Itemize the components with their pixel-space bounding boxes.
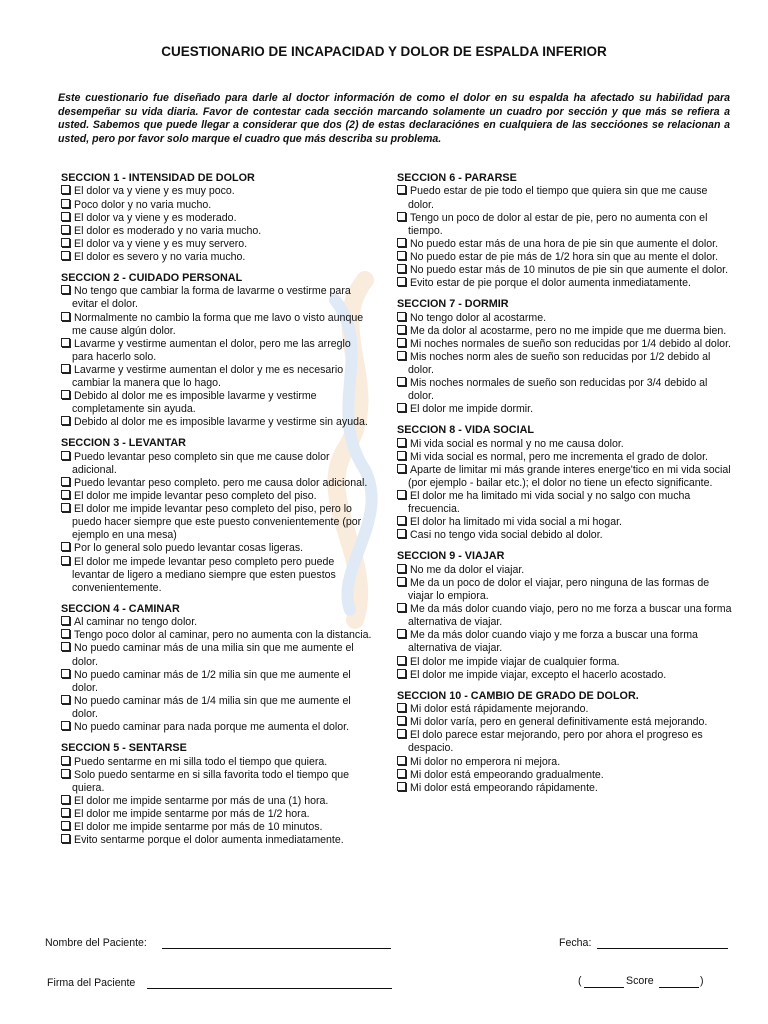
left-column bbox=[61, 172, 373, 855]
option-text: No puedo estar de pie más de 1/2 hora sin que au mente el dolor. bbox=[410, 250, 719, 263]
option-item[interactable] bbox=[61, 312, 373, 338]
checkbox-icon[interactable] bbox=[61, 616, 70, 625]
option-text: Tengo poco dolor al caminar, pero no aumenta con la distancia. bbox=[74, 629, 372, 642]
option-text: El dolor ha limitado mi vida social a mi hogar. bbox=[410, 516, 622, 529]
checkbox-icon[interactable] bbox=[397, 669, 406, 678]
checkbox-icon[interactable] bbox=[61, 212, 70, 221]
option-item[interactable] bbox=[397, 403, 733, 416]
signature-field[interactable] bbox=[147, 988, 392, 989]
checkbox-icon[interactable] bbox=[397, 325, 406, 334]
section-title: SECCION 10 - CAMBIO DE GRADO DE DOLOR. bbox=[397, 689, 639, 702]
option-item[interactable] bbox=[397, 669, 733, 682]
option-text: El dolor es moderado y no varia mucho. bbox=[74, 224, 262, 237]
option-item[interactable] bbox=[61, 769, 373, 795]
checkbox-icon[interactable] bbox=[61, 756, 70, 765]
option-text: Mi dolor varía, pero en general definitivamente está mejorando. bbox=[410, 716, 708, 729]
checkbox-icon[interactable] bbox=[61, 669, 70, 678]
option-text: Normalmente no cambio la forma que me lavo o visto aunque me cause algún dolor. bbox=[72, 311, 364, 337]
option-item[interactable] bbox=[61, 225, 373, 238]
option-text: No puedo caminar más de 1/2 milia sin que me aumente el dolor. bbox=[72, 668, 351, 694]
option-item[interactable] bbox=[397, 703, 733, 716]
option-text: Por lo general solo puedo levantar cosas ligeras. bbox=[74, 542, 304, 555]
option-item[interactable] bbox=[61, 834, 373, 847]
checkbox-icon[interactable] bbox=[397, 238, 406, 247]
checkbox-icon[interactable] bbox=[61, 556, 70, 565]
option-text: El dolor me impide levantar peso completo del piso. bbox=[74, 490, 317, 503]
checkbox-icon[interactable] bbox=[397, 629, 406, 638]
checkbox-icon[interactable] bbox=[61, 503, 70, 512]
date-field[interactable] bbox=[597, 948, 728, 949]
option-item[interactable] bbox=[397, 238, 733, 251]
checkbox-icon[interactable] bbox=[397, 212, 406, 221]
checkbox-icon[interactable] bbox=[61, 542, 70, 551]
option-item[interactable] bbox=[397, 529, 733, 542]
option-text: Evito estar de pie porque el dolor aumenta inmediatamente. bbox=[410, 277, 691, 290]
option-item[interactable] bbox=[397, 438, 733, 451]
checkbox-icon[interactable] bbox=[397, 264, 406, 273]
option-item[interactable] bbox=[61, 490, 373, 503]
section-title: SECCION 8 - VIDA SOCIAL bbox=[397, 424, 534, 437]
option-text: El dolor me ha limitado mi vida social y no salgo con mucha frecuencia. bbox=[408, 490, 691, 516]
section bbox=[61, 603, 373, 734]
score-label: Score bbox=[626, 975, 654, 987]
option-item[interactable] bbox=[61, 695, 373, 721]
section-title: SECCION 7 - DORMIR bbox=[397, 298, 509, 311]
option-text: El dolor va y viene y es muy servero. bbox=[74, 237, 248, 250]
checkbox-icon[interactable] bbox=[61, 364, 70, 373]
checkbox-icon[interactable] bbox=[61, 285, 70, 294]
option-text: Puedo levantar peso completo sin que me cause dolor adicional. bbox=[72, 450, 330, 476]
checkbox-icon[interactable] bbox=[61, 390, 70, 399]
checkbox-icon[interactable] bbox=[397, 603, 406, 612]
section bbox=[397, 690, 733, 795]
option-text: Puedo estar de pie todo el tiempo que quiera sin que me cause dolor. bbox=[408, 185, 708, 211]
option-item[interactable] bbox=[397, 185, 733, 211]
option-text: Mi dolor está empeorando rápidamente. bbox=[410, 781, 598, 794]
option-text: Debido al dolor me es imposible lavarme y vestirme completamente sin ayuda. bbox=[72, 390, 317, 416]
section bbox=[397, 550, 733, 681]
option-text: El dolor me impide sentarme por más de una (1) hora. bbox=[74, 794, 329, 807]
option-item[interactable] bbox=[61, 338, 373, 364]
checkbox-icon[interactable] bbox=[61, 721, 70, 730]
option-text: No puedo estar más de 10 minutos de pie sin que aumente el dolor. bbox=[410, 263, 729, 276]
section-title: SECCION 6 - PARARSE bbox=[397, 172, 517, 184]
option-text: No puedo estar más de una hora de pie sin que aumente el dolor. bbox=[410, 237, 719, 250]
option-text: Me da un poco de dolor el viajar, pero ninguna de las formas de viajar lo empiora. bbox=[408, 576, 710, 603]
checkbox-icon[interactable] bbox=[397, 490, 406, 499]
option-text: Tengo un poco de dolor al estar de pie, pero no aumenta con el tiempo. bbox=[408, 211, 708, 237]
score-open-paren: ( bbox=[578, 975, 582, 987]
option-text: El dolor es severo y no varia mucho. bbox=[74, 250, 246, 263]
section bbox=[61, 437, 373, 594]
checkbox-icon[interactable] bbox=[61, 238, 70, 247]
option-item[interactable] bbox=[397, 516, 733, 529]
checkbox-icon[interactable] bbox=[397, 351, 406, 360]
checkbox-icon[interactable] bbox=[61, 251, 70, 260]
checkbox-icon[interactable] bbox=[397, 769, 406, 778]
score-field-right[interactable] bbox=[659, 987, 699, 988]
option-item[interactable] bbox=[397, 756, 733, 769]
section bbox=[61, 272, 373, 429]
section-title: SECCION 9 - VIAJAR bbox=[397, 550, 505, 563]
option-text: No puedo caminar más de 1/4 milia sin que me aumente el dolor. bbox=[72, 694, 351, 720]
option-text: Mi noches normales de sueño son reducidas por 1/4 debido al dolor. bbox=[410, 337, 731, 350]
date-label: Fecha: bbox=[559, 937, 592, 949]
option-item[interactable] bbox=[61, 642, 373, 668]
option-text: Casi no tengo vida social debido al dolor. bbox=[410, 529, 603, 542]
option-text: Lavarme y vestirme aumentan el dolor y me es necesario cambiar la manera que lo hago. bbox=[72, 363, 344, 390]
option-item[interactable] bbox=[397, 338, 733, 351]
score-field-left[interactable] bbox=[584, 987, 624, 988]
option-item[interactable] bbox=[61, 756, 373, 769]
section bbox=[61, 742, 373, 847]
option-item[interactable] bbox=[61, 364, 373, 390]
option-item[interactable] bbox=[61, 556, 373, 595]
option-text: El dolor me impide dormir. bbox=[410, 403, 534, 416]
section-title: SECCION 1 - INTENSIDAD DE DOLOR bbox=[61, 172, 255, 184]
option-item[interactable] bbox=[397, 464, 733, 490]
option-item[interactable] bbox=[397, 264, 733, 277]
option-text: Al caminar no tengo dolor. bbox=[74, 616, 198, 629]
option-text: Puedo levantar peso completo. pero me causa dolor adicional. bbox=[74, 477, 368, 489]
option-item[interactable] bbox=[61, 251, 373, 264]
checkbox-icon[interactable] bbox=[397, 277, 406, 286]
option-text: Mi dolor no emperora ni mejora. bbox=[410, 755, 561, 768]
option-text: Aparte de limitar mi más grande interes energe'tico en mi vida social (por ejemplo - bailar etc.); el dolor no tiene un efecto significante. bbox=[408, 463, 731, 489]
checkbox-icon[interactable] bbox=[397, 564, 406, 573]
option-item[interactable] bbox=[61, 477, 373, 490]
option-item[interactable] bbox=[397, 277, 733, 290]
checkbox-icon[interactable] bbox=[397, 338, 406, 347]
option-text: No tengo dolor al acostarme. bbox=[410, 311, 547, 324]
option-text: Lavarme y vestirme aumentan el dolor, pero me las arreglo para hacerlo solo. bbox=[72, 337, 351, 363]
checkbox-icon[interactable] bbox=[61, 185, 70, 194]
checkbox-icon[interactable] bbox=[61, 834, 70, 843]
option-text: Solo puedo sentarme en si silla favorita todo el tiempo que quiera. bbox=[72, 768, 350, 794]
checkbox-icon[interactable] bbox=[397, 312, 406, 321]
option-text: No me da dolor el viajar. bbox=[410, 563, 525, 576]
option-text: El dolor me impide sentarme por más de 1/2 hora. bbox=[74, 807, 310, 820]
checkbox-icon[interactable] bbox=[397, 729, 406, 738]
option-text: Evito sentarme porque el dolor aumenta inmediatamente. bbox=[74, 834, 344, 847]
checkbox-icon[interactable] bbox=[61, 312, 70, 321]
checkbox-icon[interactable] bbox=[61, 490, 70, 499]
option-item[interactable] bbox=[397, 716, 733, 729]
option-item[interactable] bbox=[397, 212, 733, 238]
option-item[interactable] bbox=[397, 251, 733, 264]
option-text: El dolor me impide sentarme por más de 10 minutos. bbox=[74, 820, 323, 833]
option-item[interactable] bbox=[397, 325, 733, 338]
option-item[interactable] bbox=[61, 285, 373, 311]
option-text: El dolor va y viene y es muy poco. bbox=[74, 185, 235, 198]
option-text: Mi vida social es normal, pero me incrementa el grado de dolor. bbox=[410, 450, 708, 463]
checkbox-icon[interactable] bbox=[397, 782, 406, 791]
option-item[interactable] bbox=[397, 629, 733, 655]
option-text: Mis noches normales de sueño son reducidas por 3/4 debido al dolor. bbox=[408, 377, 708, 403]
option-item[interactable] bbox=[397, 769, 733, 782]
section bbox=[397, 424, 733, 542]
option-item[interactable] bbox=[61, 669, 373, 695]
checkbox-icon[interactable] bbox=[61, 629, 70, 638]
checkbox-icon[interactable] bbox=[397, 529, 406, 538]
checkbox-icon[interactable] bbox=[61, 695, 70, 704]
patient-name-field[interactable] bbox=[162, 948, 391, 949]
option-item[interactable] bbox=[397, 577, 733, 603]
option-text: Mi dolor está rápidamente mejorando. bbox=[410, 703, 589, 716]
option-item[interactable] bbox=[61, 721, 373, 734]
section bbox=[397, 172, 733, 290]
option-text: No puedo caminar para nada porque me aumenta el dolor. bbox=[74, 721, 350, 733]
option-item[interactable] bbox=[61, 808, 373, 821]
option-text: Poco dolor y no varia mucho. bbox=[74, 198, 212, 211]
option-item[interactable] bbox=[61, 416, 373, 429]
option-item[interactable] bbox=[397, 377, 733, 403]
checkbox-icon[interactable] bbox=[61, 808, 70, 817]
checkbox-icon[interactable] bbox=[397, 656, 406, 665]
option-text: No puedo caminar más de una milia sin que me aumente el dolor. bbox=[72, 642, 354, 668]
option-text: Debido al dolor me es imposible lavarme y vestirme sin ayuda. bbox=[74, 416, 368, 429]
option-text: El dolo parece estar mejorando, pero por ahora el progreso es despacio. bbox=[408, 729, 703, 755]
document-title: CUESTIONARIO DE INCAPACIDAD Y DOLOR DE ESPALDA INFERIOR bbox=[161, 44, 607, 59]
score-close-paren: ) bbox=[700, 975, 704, 987]
option-text: El dolor me impede levantar peso completo pero puede levantar de ligero a mediano siempre que esten puestos convenientemente. bbox=[72, 555, 336, 594]
option-text: Mis noches norm ales de sueño son reducidas por 1/2 debido al dolor. bbox=[408, 350, 711, 376]
checkbox-icon[interactable] bbox=[61, 769, 70, 778]
section-title: SECCION 3 - LEVANTAR bbox=[61, 437, 186, 450]
checkbox-icon[interactable] bbox=[397, 377, 406, 386]
option-item[interactable] bbox=[61, 212, 373, 225]
right-column bbox=[397, 172, 733, 803]
option-item[interactable] bbox=[397, 656, 733, 669]
option-item[interactable] bbox=[397, 782, 733, 795]
checkbox-icon[interactable] bbox=[397, 703, 406, 712]
option-item[interactable] bbox=[61, 185, 373, 198]
option-item[interactable] bbox=[397, 564, 733, 577]
option-text: No tengo que cambiar la forma de lavarme o vestirme para evitar el dolor. bbox=[72, 285, 351, 311]
option-item[interactable] bbox=[397, 729, 733, 755]
option-item[interactable] bbox=[397, 451, 733, 464]
option-text: Mi dolor está empeorando gradualmente. bbox=[410, 768, 604, 781]
option-item[interactable] bbox=[61, 821, 373, 834]
checkbox-icon[interactable] bbox=[61, 451, 70, 460]
checkbox-icon[interactable] bbox=[61, 338, 70, 347]
checkbox-icon[interactable] bbox=[397, 577, 406, 586]
checkbox-icon[interactable] bbox=[61, 416, 70, 425]
signature-label: Firma del Paciente bbox=[47, 977, 136, 989]
option-item[interactable] bbox=[61, 238, 373, 251]
option-item[interactable] bbox=[61, 503, 373, 542]
option-item[interactable] bbox=[61, 542, 373, 555]
option-item[interactable] bbox=[61, 390, 373, 416]
option-item[interactable] bbox=[397, 312, 733, 325]
checkbox-icon[interactable] bbox=[61, 477, 70, 486]
option-item[interactable] bbox=[397, 603, 733, 629]
checkbox-icon[interactable] bbox=[397, 451, 406, 460]
patient-name-label: Nombre del Paciente: bbox=[45, 937, 147, 949]
checkbox-icon[interactable] bbox=[397, 403, 406, 412]
option-item[interactable] bbox=[61, 616, 373, 629]
option-text: Me da más dolor cuando viajo, pero no me forza a buscar una forma alternativa de viajar. bbox=[408, 603, 732, 629]
option-text: El dolor me impide viajar, excepto el hacerlo acostado. bbox=[410, 668, 667, 681]
checkbox-icon[interactable] bbox=[61, 795, 70, 804]
checkbox-icon[interactable] bbox=[61, 642, 70, 651]
checkbox-icon[interactable] bbox=[61, 199, 70, 208]
checkbox-icon[interactable] bbox=[397, 438, 406, 447]
section-title: SECCION 2 - CUIDADO PERSONAL bbox=[61, 271, 243, 284]
option-text: El dolor va y viene y es moderado. bbox=[74, 211, 237, 224]
option-item[interactable] bbox=[61, 199, 373, 212]
checkbox-icon[interactable] bbox=[397, 251, 406, 260]
checkbox-icon[interactable] bbox=[397, 716, 406, 725]
option-text: Mi vida social es normal y no me causa dolor. bbox=[410, 437, 624, 450]
option-item[interactable] bbox=[397, 351, 733, 377]
option-item[interactable] bbox=[61, 795, 373, 808]
checkbox-icon[interactable] bbox=[61, 225, 70, 234]
checkbox-icon[interactable] bbox=[397, 516, 406, 525]
section bbox=[61, 172, 373, 264]
checkbox-icon[interactable] bbox=[397, 185, 406, 194]
option-text: Me da dolor al acostarme, pero no me impide que me duerma bien. bbox=[410, 324, 727, 337]
checkbox-icon[interactable] bbox=[397, 756, 406, 765]
option-item[interactable] bbox=[61, 629, 373, 642]
score-box bbox=[578, 975, 708, 989]
option-text: El dolor me impide viajar de cualquier forma. bbox=[410, 655, 620, 668]
option-item[interactable] bbox=[397, 490, 733, 516]
intro-paragraph: Este cuestionario fue diseñado para darle al doctor información de como el dolor en su espalda ha afectado su habi/idad para desempeñar su vida diaria. Favor de contestar cada sección marcando solamente un cuadro por sección y que más se refiera a usted. Sabemos que puede llegar a considerar que dos (2) de estas declaraciónes en cualquiera de las seccióones se relacionan a usted, pero por favor solo marque el cuadro que más describa su problema. bbox=[58, 92, 730, 145]
section-title: SECCION 4 - CAMINAR bbox=[61, 602, 180, 615]
checkbox-icon[interactable] bbox=[397, 464, 406, 473]
option-text: Me da más dolor cuando viajo y me forza a buscar una forma alternativa de viajar. bbox=[408, 629, 698, 655]
option-text: Puedo sentarme en mi silla todo el tiempo que quiera. bbox=[74, 755, 328, 768]
section-title: SECCION 5 - SENTARSE bbox=[61, 742, 187, 755]
option-text: El dolor me impide levantar peso completo del piso, pero lo puedo hacer siempre que este puesto convenientemente (por ejemplo en una mesa) bbox=[72, 503, 362, 542]
section bbox=[397, 298, 733, 416]
option-item[interactable] bbox=[61, 451, 373, 477]
checkbox-icon[interactable] bbox=[61, 821, 70, 830]
